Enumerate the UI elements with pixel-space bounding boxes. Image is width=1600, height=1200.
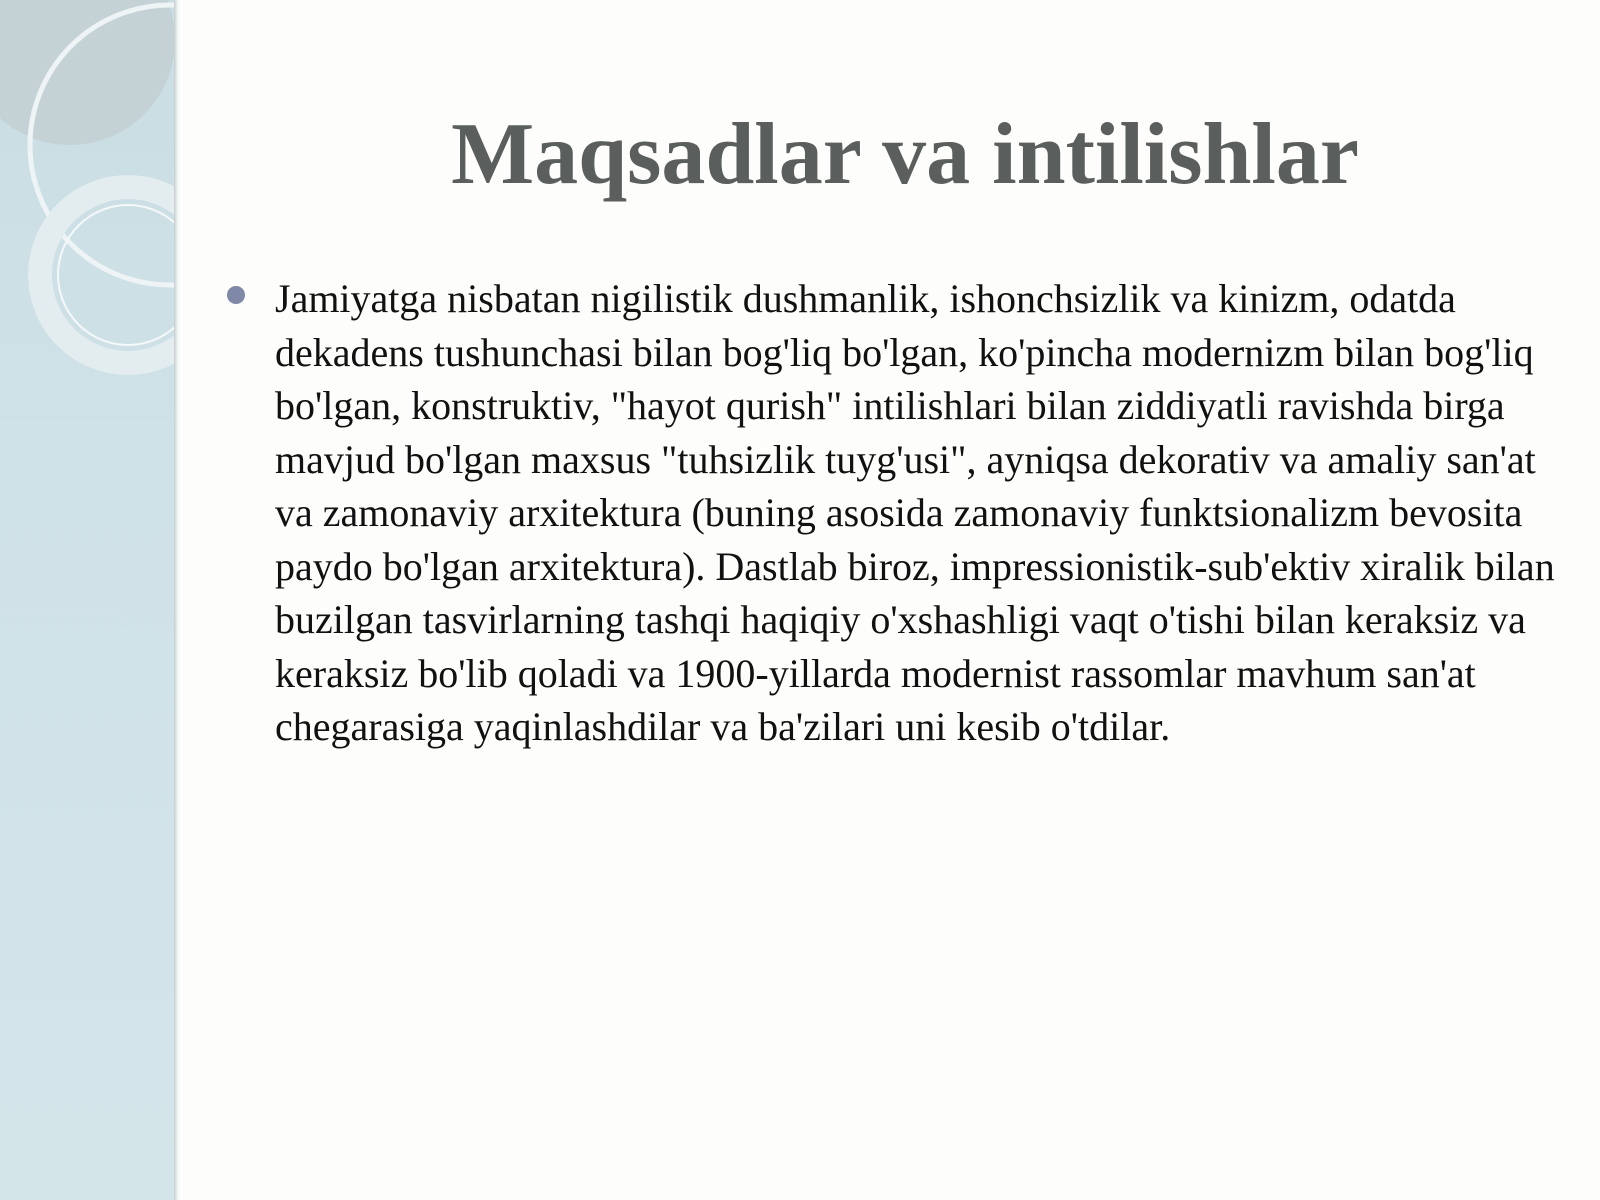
bullet-dot-icon <box>227 286 245 304</box>
decorative-side-panel <box>0 0 174 1200</box>
decorative-circles-graphic <box>0 0 174 1200</box>
slide-body <box>225 272 1570 754</box>
side-panel-shadow <box>174 0 180 1200</box>
slide-title: Maqsadlar va intilishlar <box>451 106 1359 203</box>
bullet-item <box>225 272 1570 754</box>
bullet-text: Jamiyatga nisbatan nigilistik dushmanlik, ishonchsizlik va kinizm, odatda dekadens tushunchasi bilan bog'liq bo'lgan, ko'pincha modernizm bilan bog'liq bo'lgan, konstruktiv, "hayot qurish" intilishlari bilan ziddiyatli ravishda birga mavjud bo'lgan maxsus "tuhsizlik tuyg'usi", ayniqsa dekorativ va amaliy san'at va zamonaviy arxitektura (buning asosida zamonaviy funktsionalizm bevosita paydo bo'lgan arxitektura). Dastlab biroz, impressionistik-sub'ektiv xiralik bilan buzilgan tasvirlarning tashqi haqiqiy o'xshashligi vaqt o'tishi bilan keraksiz va keraksiz bo'lib qoladi va 1900-yillarda modernist rassomlar mavhum san'at chegarasiga yaqinlashdilar va ba'zilari uni kesib o'tdilar. <box>275 276 1555 749</box>
